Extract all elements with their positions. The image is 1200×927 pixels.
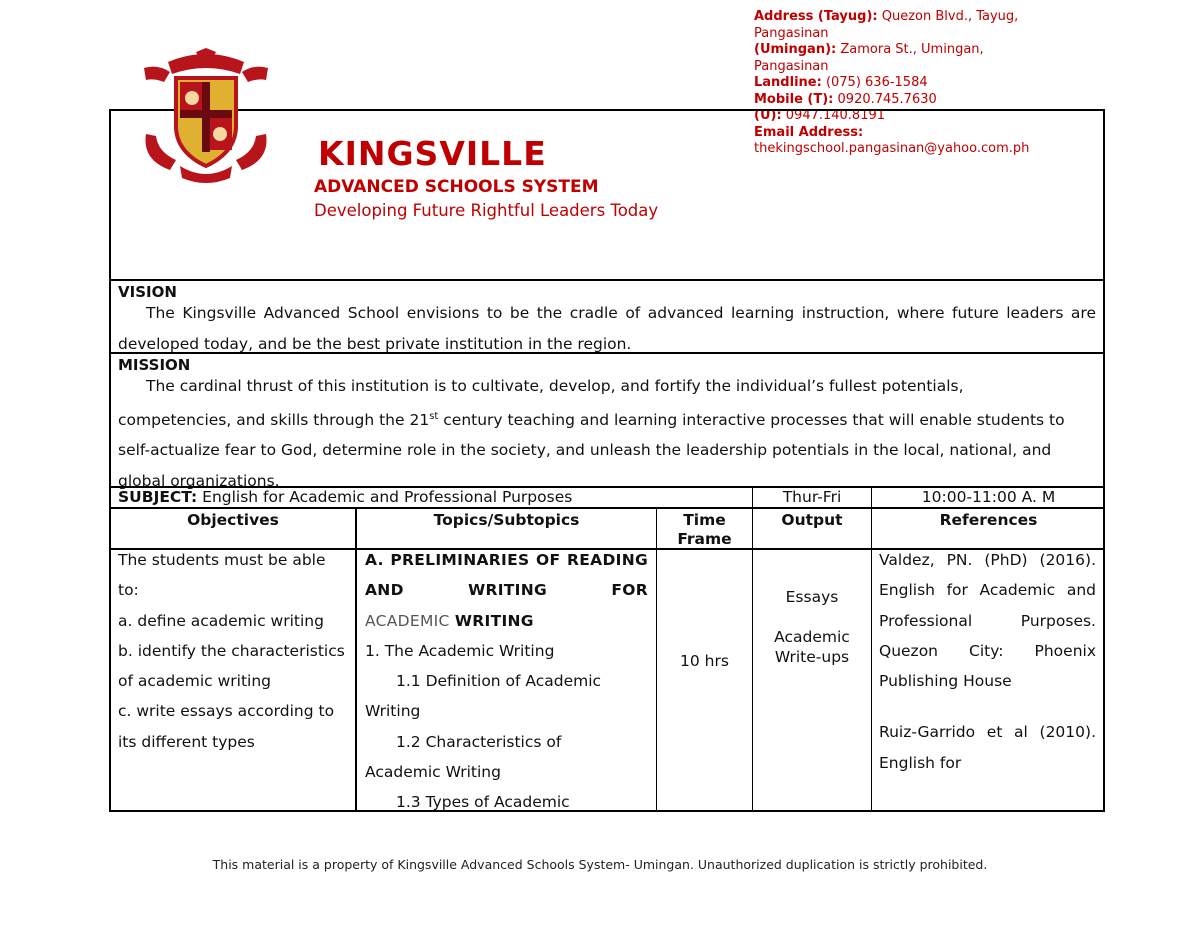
email-label: Email Address: xyxy=(754,124,864,140)
output-item: Academic Write-ups xyxy=(774,628,850,666)
objective-item: b. identify the characteristics of academic writing xyxy=(118,641,345,691)
output-cell xyxy=(753,587,871,667)
objective-intro: The students must be able to: xyxy=(118,551,326,600)
objective-item: c. write essays according to its different types xyxy=(118,702,335,751)
references-cell xyxy=(879,545,1096,778)
topic-item: 1. The Academic Writing xyxy=(365,641,555,660)
subject-field: SUBJECT: English for Academic and Professional Purposes xyxy=(118,488,573,506)
address-tayug-cont: Pangasinan xyxy=(754,25,829,41)
header-time-frame: Time Frame xyxy=(677,511,732,548)
divider-header xyxy=(109,279,1105,281)
subject-days: Thur-Fri xyxy=(782,488,842,506)
divider-subject xyxy=(109,507,1105,509)
objective-item: a. define academic writing xyxy=(118,611,324,630)
mission-heading: MISSION xyxy=(118,356,191,374)
school-name: KINGSVILLE xyxy=(318,134,547,173)
mobile-umingan: (U): 0947.140.8191 xyxy=(754,108,886,123)
mobile-tayug: Mobile (T): 0920.745.7630 xyxy=(754,91,937,107)
email-address[interactable]: thekingschool.pangasinan@yahoo.com.ph xyxy=(754,141,1030,156)
school-crest-icon xyxy=(140,48,272,184)
topic-item: 1.2 Characteristics of xyxy=(396,732,562,751)
header-references: References xyxy=(939,511,1038,529)
school-tagline: Developing Future Rightful Leaders Today xyxy=(314,201,659,220)
header-output: Output xyxy=(781,511,843,529)
subject-time: 10:00-11:00 A. M xyxy=(921,488,1056,506)
address-umingan-cont: Pangasinan xyxy=(754,58,829,74)
school-system: ADVANCED SCHOOLS SYSTEM xyxy=(314,177,599,197)
topic-item: Writing xyxy=(365,702,421,721)
output-item: Essays xyxy=(785,588,839,606)
address-umingan: (Umingan): Zamora St., Umingan, xyxy=(754,42,984,57)
topic-item: 1.3 Types of Academic xyxy=(396,793,570,812)
topics-cell xyxy=(365,545,648,818)
footer-notice: This material is a property of Kingsville Advanced Schools System- Umingan. Unauthorized duplication is strictly prohibited. xyxy=(212,857,988,872)
col-divider-1 xyxy=(355,509,357,811)
vision-heading: VISION xyxy=(118,283,177,301)
time-frame-value: 10 hrs xyxy=(680,652,729,670)
address-tayug: Address (Tayug): Quezon Blvd., Tayug, xyxy=(754,9,1019,24)
topic-heading-cont: ACADEMIC WRITING xyxy=(365,611,534,630)
col-divider-4 xyxy=(871,509,872,811)
topic-heading: A. PRELIMINARIES OF READING AND WRITING FOR xyxy=(365,551,648,600)
topic-item: 1.1 Definition of Academic xyxy=(396,672,602,691)
vision-text: The Kingsville Advanced School envisions to be the cradle of advanced learning instruction, where future leaders are developed today, and be the best private institution in the region. xyxy=(118,304,1096,353)
mission-text: The cardinal thrust of this institution is to cultivate, develop, and fortify the individual’s fullest potentials, competencies, and skills through the 21st century teaching and learning interactive processes that will enable students to self-actualize fear to God, determine role in the society, and unleash the leadership potentials in the local, national, and global organizations. xyxy=(118,377,1065,490)
reference-item: Ruiz-Garrido et al (2010). English for xyxy=(879,723,1096,772)
reference-item: Valdez, PN. (PhD) (2016). English for Academic and Professional Purposes. Quezon City: Phoenix Publishing House xyxy=(879,551,1096,691)
landline: Landline: (075) 636-1584 xyxy=(754,75,928,90)
topic-item: Academic Writing xyxy=(365,763,501,782)
header-objectives: Objectives xyxy=(187,511,279,529)
header-topics: Topics/Subtopics xyxy=(433,511,580,529)
objectives-cell xyxy=(118,545,348,757)
